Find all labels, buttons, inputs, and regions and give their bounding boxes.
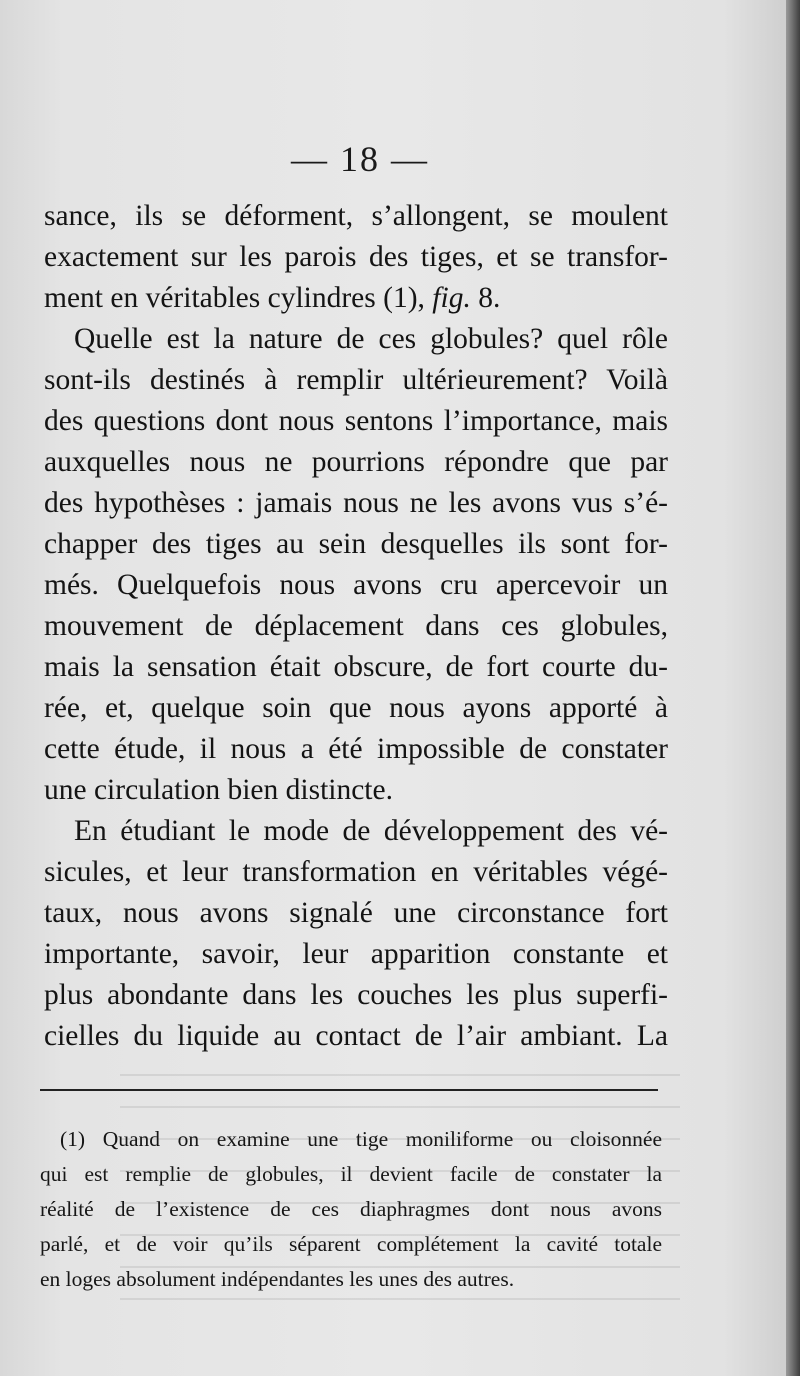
text-line bbox=[44, 278, 668, 319]
text-line-part: ment en véritables cylindres (1), bbox=[44, 282, 433, 314]
page-number: — 18 — bbox=[291, 139, 429, 179]
footnote-line: parlé, et de voir qu’ils séparent complétement la cavité totale bbox=[40, 1232, 662, 1256]
text-line-part: 8. bbox=[470, 282, 501, 314]
text-line: auxquelles nous ne pourrions répondre que par bbox=[44, 446, 668, 478]
text-line: sance, ils se déforment, s’allongent, se moulent bbox=[44, 200, 668, 232]
text-line: En étudiant le mode de développement des vé- bbox=[74, 815, 668, 847]
footnote bbox=[40, 1122, 662, 1297]
footnote-line: (1) Quand on examine une tige moniliforme ou cloisonnée bbox=[60, 1127, 662, 1151]
page-edge-shadow bbox=[786, 0, 800, 1376]
footnote-separator bbox=[40, 1089, 658, 1091]
footnote-line: en loges absolument indépendantes les unes des autres. bbox=[40, 1267, 515, 1291]
text-line: sont-ils destinés à remplir ultérieurement? Voilà bbox=[44, 364, 668, 396]
text-line: cette étude, il nous a été impossible de constater bbox=[44, 733, 668, 765]
text-line: taux, nous avons signalé une circonstance fort bbox=[44, 897, 668, 929]
main-text bbox=[44, 196, 668, 1057]
text-line: cielles du liquide au contact de l’air ambiant. La bbox=[44, 1020, 668, 1052]
text-line: sicules, et leur transformation en véritables végé- bbox=[44, 856, 668, 888]
text-line: une circulation bien distincte. bbox=[44, 774, 393, 806]
footnote-line: qui est remplie de globules, il devient facile de constater la bbox=[40, 1162, 662, 1186]
footnote-line: réalité de l’existence de ces diaphragmes dont nous avons bbox=[40, 1197, 662, 1221]
text-line: mais la sensation était obscure, de fort courte du- bbox=[44, 651, 668, 683]
text-line: des hypothèses : jamais nous ne les avons vus s’é- bbox=[44, 487, 668, 519]
text-line: més. Quelquefois nous avons cru apercevoir un bbox=[44, 569, 668, 601]
text-line: rée, et, quelque soin que nous ayons apporté à bbox=[44, 692, 668, 724]
text-line: des questions dont nous sentons l’importance, mais bbox=[44, 405, 668, 437]
text-line: importante, savoir, leur apparition constante et bbox=[44, 938, 668, 970]
text-line: Quelle est la nature de ces globules? quel rôle bbox=[74, 323, 668, 355]
figure-reference: fig. bbox=[432, 282, 471, 314]
text-line: mouvement de déplacement dans ces globules, bbox=[44, 610, 668, 642]
text-line: plus abondante dans les couches les plus superfi- bbox=[44, 979, 668, 1011]
text-line: exactement sur les parois des tiges, et se transfor- bbox=[44, 241, 668, 273]
text-line: chapper des tiges au sein desquelles ils sont for- bbox=[44, 528, 668, 560]
